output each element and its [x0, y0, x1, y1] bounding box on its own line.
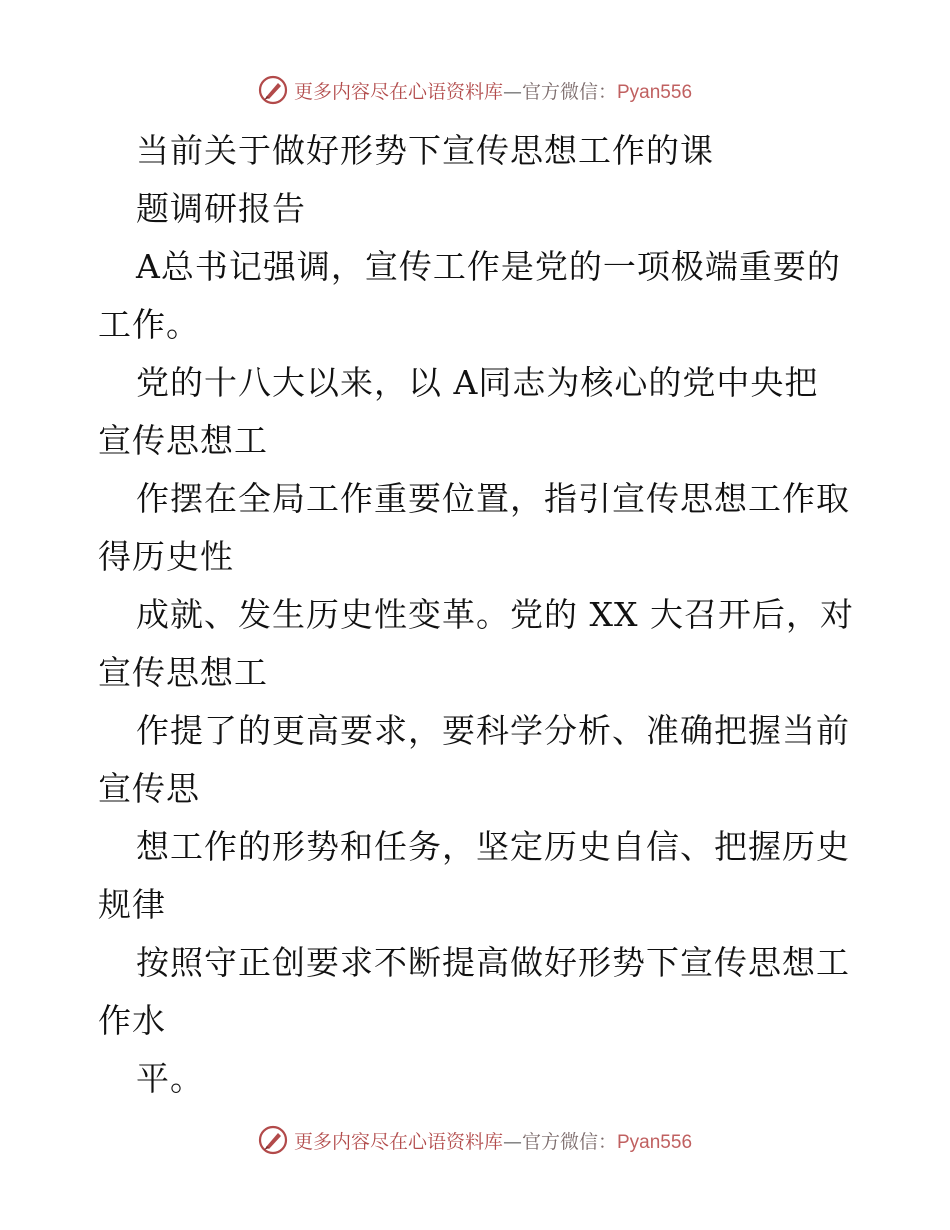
paragraph-line: 作提了的更高要求，要科学分析、准确把握当前: [136, 711, 850, 750]
header-banner: [0, 70, 950, 110]
paragraph-line: 得历史性: [98, 537, 234, 576]
banner-separator: —: [502, 1130, 522, 1153]
quill-pen-logo-icon: [258, 1125, 288, 1155]
banner-site-name: 更多内容尽在心语资料库: [293, 1130, 503, 1153]
banner-site-name: 更多内容尽在心语资料库: [293, 80, 503, 103]
banner-wechat-id: Pyan556: [617, 81, 693, 103]
paragraph-line: 宣传思想工: [98, 653, 268, 692]
banner-separator: —: [502, 80, 522, 103]
document-body: [98, 122, 858, 1108]
doc-title-line-2: 题调研报告: [136, 189, 306, 228]
paragraph-line: 作水: [98, 1001, 166, 1040]
banner-text: [294, 77, 692, 104]
doc-title-line-1: 当前关于做好形势下宣传思想工作的课: [136, 131, 714, 170]
banner-text: [294, 1127, 692, 1154]
banner-wechat-label: 官方微信：: [521, 1130, 617, 1153]
banner-wechat-label: 官方微信：: [521, 80, 617, 103]
quill-pen-logo-icon: [258, 75, 288, 105]
paragraph-line: A总书记强调，宣传工作是党的一项极端重要的: [136, 247, 841, 286]
paragraph-line: 工作。: [98, 305, 200, 344]
paragraph-line: 规律: [98, 885, 166, 924]
paragraph-line: 平。: [136, 1059, 204, 1098]
banner-wechat-id: Pyan556: [617, 1131, 693, 1153]
paragraph-line: 想工作的形势和任务，坚定历史自信、把握历史: [136, 827, 850, 866]
paragraph-line: 作摆在全局工作重要位置，指引宣传思想工作取: [136, 479, 850, 518]
paragraph-line: 党的十八大以来，以 A同志为核心的党中央把: [136, 363, 819, 402]
paragraph-line: 宣传思想工: [98, 421, 268, 460]
paragraph-line: 按照守正创要求不断提高做好形势下宣传思想工: [136, 943, 850, 982]
paragraph-line: 宣传思: [98, 769, 200, 808]
footer-banner: [0, 1120, 950, 1160]
paragraph-line: 成就、发生历史性变革。党的 XX 大召开后，对: [136, 595, 854, 634]
